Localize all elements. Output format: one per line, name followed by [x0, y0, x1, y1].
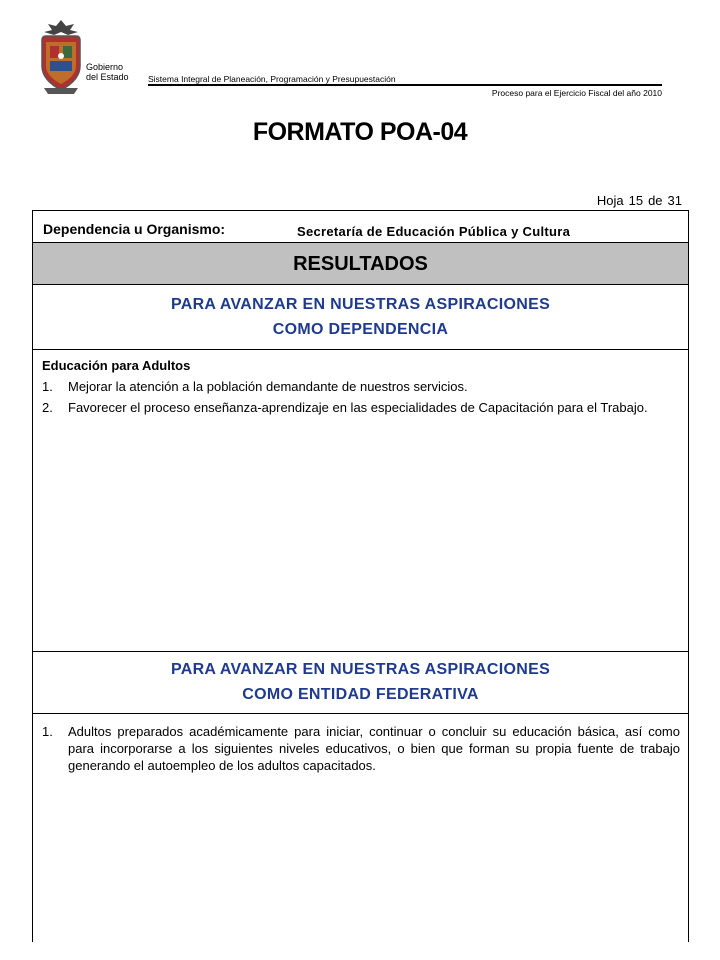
- list-item: 1. Mejorar la atención a la población demandante de nuestros servicios.: [42, 379, 468, 394]
- list-item: 2. Favorecer el proceso enseñanza-aprendizaje en las especialidades de Capacitación para el Trabajo.: [42, 400, 648, 415]
- subheading: Educación para Adultos: [42, 358, 191, 373]
- dependency-value: Secretaría de Educación Pública y Cultura: [297, 224, 571, 239]
- government-label: Gobierno del Estado: [86, 62, 129, 82]
- process-label: Proceso para el Ejercicio Fiscal del año 2010: [491, 88, 662, 98]
- state-seal-icon: [36, 18, 86, 96]
- section-dependency-heading: PARA AVANZAR EN NUESTRAS ASPIRACIONES COMO DEPENDENCIA: [33, 287, 688, 350]
- section-dependency-body: [33, 357, 688, 420]
- results-header: RESULTADOS: [33, 243, 688, 285]
- form-table: [32, 210, 689, 942]
- page-title: FORMATO POA-04: [252, 118, 468, 146]
- sheet-counter: Hoja 15 de 31: [596, 193, 682, 208]
- section-federal-body: [33, 723, 688, 778]
- list-item: 1. Adultos preparados académicamente para iniciar, continuar o concluir su educación básica, así como para incorporarse a los siguientes niveles educativos, o bien que forman su propia fuente de trabajo generando el autoempleo de los adultos capacitados.: [42, 724, 680, 773]
- system-title: Sistema Integral de Planeación, Programación y Presupuestación: [148, 74, 396, 84]
- section-federal-heading: PARA AVANZAR EN NUESTRAS ASPIRACIONES COMO ENTIDAD FEDERATIVA: [33, 651, 688, 714]
- dependency-label: Dependencia u Organismo:: [43, 221, 226, 237]
- header-divider: [148, 84, 662, 86]
- dependency-row: [33, 211, 688, 243]
